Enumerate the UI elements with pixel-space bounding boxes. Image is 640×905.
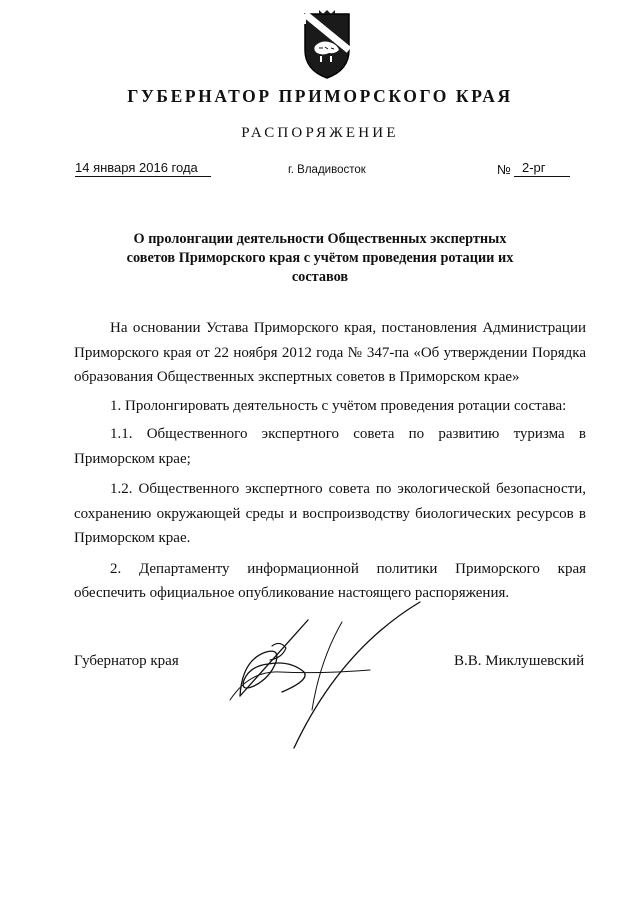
document-subject: О пролонгации деятельности Общественных экспертных советов Приморского края с учётом проведения ротации их составов bbox=[126, 231, 514, 285]
signer-name: В.В. Миклушевский bbox=[454, 653, 585, 669]
paragraph-intro: На основании Устава Приморского края, постановления Администрации Приморского края от 22 ноября 2012 года № 347-па «Об утверждении Порядка образования Общественных экспертных советов в Приморском крае» bbox=[74, 320, 586, 385]
document-type: РАСПОРЯЖЕНИЕ bbox=[241, 125, 399, 141]
paragraph-item-1: 1. Пролонгировать деятельность с учётом проведения ротации состава: bbox=[110, 397, 567, 414]
document-city: г. Владивосток bbox=[288, 164, 366, 176]
coat-of-arms-emblem bbox=[297, 10, 357, 82]
signer-position: Губернатор края bbox=[74, 653, 179, 669]
paragraph-item-1-2: 1.2. Общественного экспертного совета по экологической безопасности, сохранению окружающей среды и воспроизводству биологических ресурсов в Приморском крае. bbox=[74, 481, 586, 546]
handwritten-signature bbox=[220, 600, 430, 750]
document-date: 14 января 2016 года bbox=[75, 160, 211, 177]
issuer-title: ГУБЕРНАТОР ПРИМОРСКОГО КРАЯ bbox=[127, 86, 513, 106]
paragraph-item-1-1: 1.1. Общественного экспертного совета по развитию туризма в Приморском крае; bbox=[74, 426, 586, 467]
document-body bbox=[74, 316, 586, 606]
document-number-label: № bbox=[497, 162, 511, 177]
paragraph-item-2: 2. Департаменту информационной политики Приморского края обеспечить официальное опубликование настоящего распоряжения. bbox=[74, 560, 586, 601]
document-number: 2-рг bbox=[514, 160, 570, 177]
